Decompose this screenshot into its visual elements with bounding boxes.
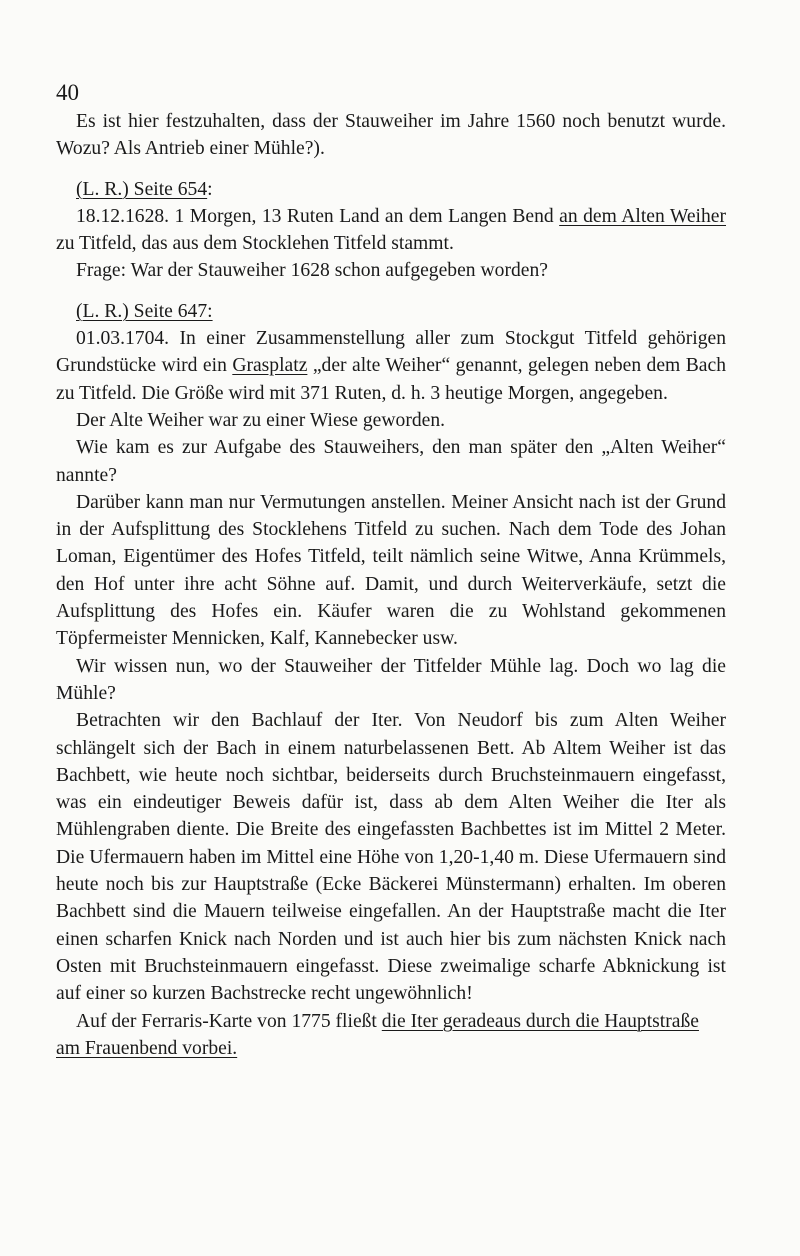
paragraph (56, 434, 726, 489)
text-run: zu Titfeld, das aus dem Stocklehen Titfeld stammt. (56, 233, 454, 255)
underlined-text: (L. R.) Seite 647: (76, 300, 213, 322)
source-reference (56, 176, 726, 203)
text-column (56, 108, 726, 1062)
paragraph (56, 325, 726, 407)
text-run: : (207, 178, 213, 200)
text-run: Betrachten wir den Bachlauf der Iter. Von Neudorf bis zum Alten Weiher schlängelt sich der Bach in einem naturbelassenen Bett. Ab Altem Weiher ist das Bachbett, wie heute noch sichtbar, beiderseits durch Bruchsteinmauern eingefasst, was ein eindeutiger Beweis dafür ist, dass ab dem Alten Weiher die Iter als Mühlengraben diente. Die Breite des eingefassten Bachbettes ist im Mittel 2 Meter. Die Ufermauern haben im Mittel eine Höhe von 1,20-1,40 m. Diese Ufermauern sind heute noch bis zur Hauptstraße (Ecke Bäckerei Münstermann) erhalten. Im oberen Bachbett sind die Mauern teilweise eingefallen. An der Hauptstraße macht die Iter einen scharfen Knick nach Norden und ist auch hier bis zum nächsten Knick nach Osten mit Bruchsteinmauern eingefasst. Diese zweimalige scharfe Abknickung ist auf einer so kurzen Bachstrecke recht ungewöhnlich! (56, 710, 726, 1005)
source-reference (56, 298, 726, 325)
paragraph (56, 489, 726, 653)
text-run: „der alte Weiher“ genannt, gelegen neben dem Bach zu Titfeld. Die Größe wird mit 371 Ruten, d. h. 3 heutige Morgen, angegeben. (56, 355, 726, 404)
page-number: 40 (56, 80, 79, 105)
text-run: 01.03.1704. In einer Zusammenstellung aller zum Stockgut Titfeld gehörigen Grundstücke wird ein (56, 328, 726, 377)
underlined-text: (L. R.) Seite 654 (76, 178, 208, 200)
underlined-text: die Iter geradeaus durch die Hauptstraße am Frauenbend vorbei. (56, 1010, 699, 1059)
text-run: Es ist hier festzuhalten, dass der Stauweiher im Jahre 1560 noch benutzt wurde. Wozu? Als Antrieb einer Mühle?). (56, 111, 726, 160)
text-run: 18.12.1628. 1 Morgen, 13 Ruten Land an dem Langen Bend (76, 205, 560, 227)
underlined-text: an dem Alten Weiher (559, 205, 726, 227)
paragraph (56, 108, 726, 163)
paragraph (56, 707, 726, 1007)
text-run: Auf der Ferraris-Karte von 1775 fließt (76, 1010, 382, 1032)
underlined-text: Grasplatz (232, 355, 308, 377)
text-run: Der Alte Weiher war zu einer Wiese geworden. (76, 409, 446, 431)
paragraph (56, 407, 726, 434)
text-run: Darüber kann man nur Vermutungen anstellen. Meiner Ansicht nach ist der Grund in der Aufsplittung des Stocklehens Titfeld zu suchen. Nach dem Tode des Johan Loman, Eigentümer des Hofes Titfeld, teilt nämlich seine Witwe, Anna Krümmels, den Hof unter ihre acht Söhne auf. Damit, und durch Weiterverkäufe, setzt die Aufsplittung des Hofes ein. Käufer waren die zu Wohlstand gekommenen Töpfermeister Mennicken, Kalf, Kannebecker usw. (56, 491, 726, 650)
text-run: Wir wissen nun, wo der Stauweiher der Titfelder Mühle lag. Doch wo lag die Mühle? (56, 655, 726, 704)
text-run: Wie kam es zur Aufgabe des Stauweihers, den man später den „Alten Weiher“ nannte? (56, 437, 726, 486)
paragraph (56, 257, 726, 284)
paragraph (56, 203, 726, 258)
paragraph (56, 1008, 726, 1063)
text-run: Frage: War der Stauweiher 1628 schon aufgegeben worden? (76, 260, 548, 282)
paragraph (56, 653, 726, 708)
